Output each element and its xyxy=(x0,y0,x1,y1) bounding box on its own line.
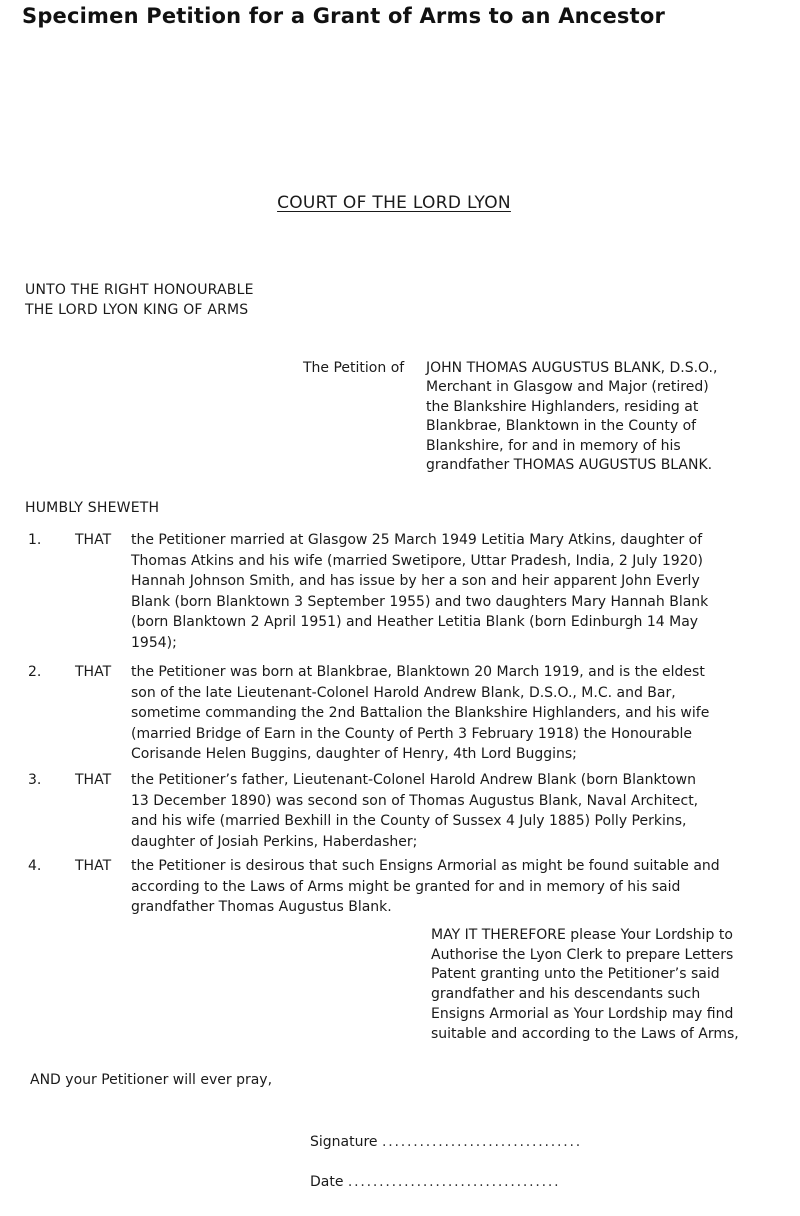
petitioner-line: the Blankshire Highlanders, residing at xyxy=(426,398,699,415)
court-heading: COURT OF THE LORD LYON xyxy=(277,193,511,213)
prayer-paragraph xyxy=(431,926,791,1044)
clause-text xyxy=(131,856,791,918)
document-title: Specimen Petition for a Grant of Arms to an Ancestor xyxy=(22,4,666,28)
clause-line: Hannah Johnson Smith, and has issue by her a son and heir apparent John Everly xyxy=(131,573,700,589)
petition-of-label: The Petition of xyxy=(303,360,405,376)
prayer-line: grandfather and his descendants such xyxy=(431,986,701,1003)
clause-text xyxy=(131,530,791,653)
addressee-line-1: UNTO THE RIGHT HONOURABLE xyxy=(25,282,254,298)
signature-dots: ................................ xyxy=(382,1134,583,1150)
clause-line: son of the late Lieutenant-Colonel Harold Andrew Blank, D.S.O., M.C. and Bar, xyxy=(131,684,676,701)
petitioner-line: JOHN THOMAS AUGUSTUS BLANK, D.S.O., xyxy=(426,360,718,376)
clause-line: the Petitioner married at Glasgow 25 March 1949 Letitia Mary Atkins, daughter of xyxy=(131,532,703,548)
clause-that: THAT xyxy=(75,664,112,680)
clause-line: sometime commanding the 2nd Battalion the Blankshire Highlanders, and his wife xyxy=(131,705,710,721)
prayer-line: suitable and according to the Laws of Arms, xyxy=(431,1025,739,1042)
clause-that: THAT xyxy=(75,772,112,788)
clause-number: 1. xyxy=(28,532,42,548)
signature-line[interactable] xyxy=(310,1134,582,1150)
clause-number: 3. xyxy=(28,772,42,788)
prayer-line: Patent granting unto the Petitioner’s said xyxy=(431,966,720,983)
clause-line: the Petitioner is desirous that such Ensigns Armorial as might be found suitable and xyxy=(131,858,720,874)
petitioner-line: Blankshire, for and in memory of his xyxy=(426,437,681,454)
addressee-line-2: THE LORD LYON KING OF ARMS xyxy=(25,302,249,318)
clause-line: the Petitioner was born at Blankbrae, Blanktown 20 March 1919, and is the eldest xyxy=(131,664,705,680)
clause-line: 1954); xyxy=(131,634,177,651)
clause-line: Corisande Helen Buggins, daughter of Henry, 4th Lord Buggins; xyxy=(131,746,577,762)
clause-number: 4. xyxy=(28,858,42,874)
petitioner-line: Merchant in Glasgow and Major (retired) xyxy=(426,379,709,396)
clause-line: and his wife (married Bexhill in the County of Sussex 4 July 1885) Polly Perkins, xyxy=(131,813,687,829)
clause-line: (born Blanktown 2 April 1951) and Heather Letitia Blank (born Edinburgh 14 May xyxy=(131,614,699,630)
humbly-sheweth-heading: HUMBLY SHEWETH xyxy=(25,500,160,516)
signature-label: Signature xyxy=(310,1134,378,1150)
clause-line: (married Bridge of Earn in the County of Perth 3 February 1918) the Honourable xyxy=(131,725,693,742)
clause-line: the Petitioner’s father, Lieutenant-Colonel Harold Andrew Blank (born Blanktown xyxy=(131,772,696,788)
clause-text xyxy=(131,770,791,852)
clause-line: Thomas Atkins and his wife (married Swetipore, Uttar Pradesh, India, 2 July 1920) xyxy=(131,552,703,569)
date-dots: .................................. xyxy=(347,1174,561,1190)
clause-line: grandfather Thomas Augustus Blank. xyxy=(131,899,392,915)
date-label: Date xyxy=(310,1174,344,1190)
clause-that: THAT xyxy=(75,858,112,874)
clause-line: Blank (born Blanktown 3 September 1955) and two daughters Mary Hannah Blank xyxy=(131,593,709,610)
clause-line: daughter of Josiah Perkins, Haberdasher; xyxy=(131,833,418,850)
addressee xyxy=(25,280,254,320)
petitioner-line: grandfather THOMAS AUGUSTUS BLANK. xyxy=(426,457,713,474)
petitioner-line: Blankbrae, Blanktown in the County of xyxy=(426,418,697,435)
prayer-line: Ensigns Armorial as Your Lordship may find xyxy=(431,1005,734,1022)
ever-pray-line: AND your Petitioner will ever pray, xyxy=(30,1072,273,1088)
prayer-line: Authorise the Lyon Clerk to prepare Letters xyxy=(431,946,734,963)
clause-line: according to the Laws of Arms might be granted for and in memory of his said xyxy=(131,878,681,895)
clause-text xyxy=(131,662,791,765)
clause-line: 13 December 1890) was second son of Thomas Augustus Blank, Naval Architect, xyxy=(131,792,699,809)
clause-that: THAT xyxy=(75,532,112,548)
date-line[interactable] xyxy=(310,1174,560,1190)
clause-number: 2. xyxy=(28,664,42,680)
petitioner-details xyxy=(426,359,786,475)
prayer-line: MAY IT THEREFORE please Your Lordship to xyxy=(431,927,733,943)
